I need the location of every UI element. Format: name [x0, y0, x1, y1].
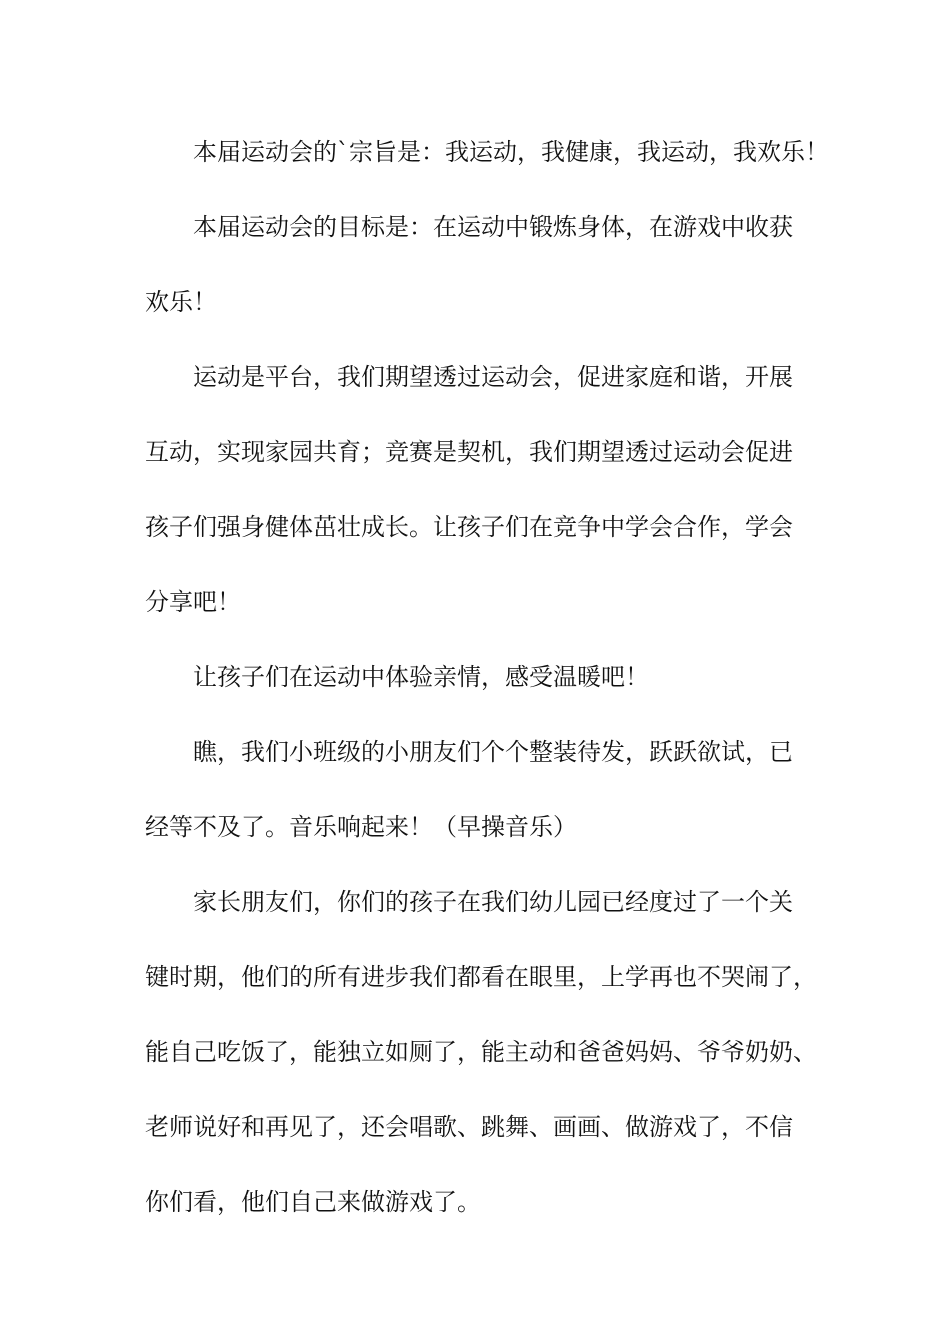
paragraph-3-line-2: 互动，实现家园共育；竞赛是契机，我们期望透过运动会促进 [145, 438, 793, 466]
paragraph-4-line-1: 让孩子们在运动中体验亲情，感受温暖吧！ [193, 663, 649, 691]
paragraph-5-line-1: 瞧，我们小班级的小朋友们个个整装待发，跃跃欲试，已 [193, 738, 793, 766]
paragraph-6-line-1: 家长朋友们，你们的孩子在我们幼儿园已经度过了一个关 [193, 888, 793, 916]
paragraph-6-line-3: 能自己吃饭了，能独立如厕了，能主动和爸爸妈妈、爷爷奶奶、 [145, 1038, 817, 1066]
paragraph-3-line-1: 运动是平台，我们期望透过运动会，促进家庭和谐，开展 [193, 363, 793, 391]
paragraph-2-line-2: 欢乐！ [145, 288, 217, 316]
paragraph-3-line-4: 分享吧！ [145, 588, 241, 616]
paragraph-6-line-5: 你们看，他们自己来做游戏了。 [145, 1188, 481, 1216]
paragraph-2-line-1: 本届运动会的目标是：在运动中锻炼身体，在游戏中收获 [193, 213, 793, 241]
paragraph-6-line-4: 老师说好和再见了，还会唱歌、跳舞、画画、做游戏了，不信 [145, 1113, 793, 1141]
paragraph-3-line-3: 孩子们强身健体茁壮成长。让孩子们在竞争中学会合作，学会 [145, 513, 793, 541]
paragraph-5-line-2: 经等不及了。音乐响起来！（早操音乐） [145, 813, 577, 841]
paragraph-6-line-2: 键时期，他们的所有进步我们都看在眼里，上学再也不哭闹了， [145, 963, 817, 991]
paragraph-1-line-1: 本届运动会的`宗旨是：我运动，我健康，我运动，我欢乐！ [193, 138, 829, 166]
